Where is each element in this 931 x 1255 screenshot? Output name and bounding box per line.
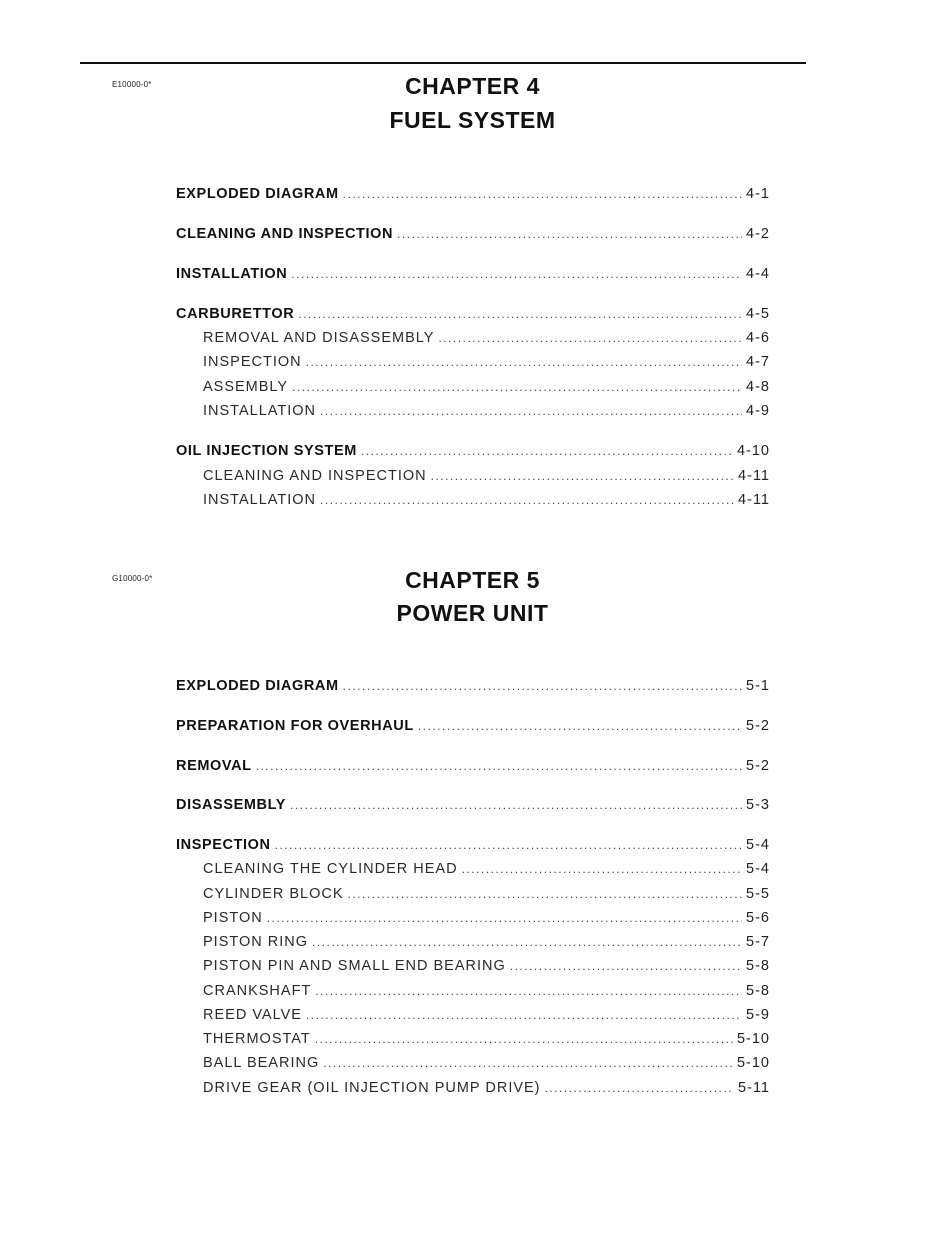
- toc-subentry[interactable]: [176, 1053, 770, 1073]
- toc-subentry[interactable]: [176, 328, 770, 348]
- chapter-title: CHAPTER 4: [405, 73, 540, 99]
- toc-entry-label: CYLINDER BLOCK: [203, 886, 344, 902]
- toc-entry-page: 5-1: [746, 678, 770, 694]
- toc-entry-label: INSTALLATION: [203, 492, 316, 508]
- toc-subentry[interactable]: [176, 884, 770, 904]
- toc-entry-page: 4-8: [746, 379, 770, 395]
- dot-leader: [315, 1029, 733, 1049]
- dot-leader: [438, 328, 742, 348]
- toc-entry-label: THERMOSTAT: [203, 1031, 311, 1047]
- toc-subentry[interactable]: [176, 377, 770, 397]
- dot-leader: [306, 1005, 742, 1025]
- toc-entry-page: 5-3: [746, 797, 770, 813]
- section-code: E10000-0*: [112, 80, 152, 89]
- toc-entry-page: 5-4: [746, 861, 770, 877]
- dot-leader: [298, 304, 742, 324]
- toc-subentry[interactable]: [176, 466, 770, 486]
- toc-subentry[interactable]: [176, 981, 770, 1001]
- toc-entry-label: CLEANING AND INSPECTION: [203, 468, 427, 484]
- toc-entry-label: PREPARATION FOR OVERHAUL: [176, 718, 414, 734]
- toc-entry-page: 4-11: [738, 468, 770, 484]
- toc-subentry[interactable]: [176, 932, 770, 952]
- dot-leader: [397, 224, 742, 244]
- dot-leader: [343, 676, 742, 696]
- toc-entry-label: EXPLODED DIAGRAM: [176, 186, 339, 202]
- toc-entry-page: 5-4: [746, 837, 770, 853]
- dot-leader: [418, 716, 742, 736]
- toc-entry-page: 4-6: [746, 330, 770, 346]
- dot-leader: [545, 1078, 735, 1098]
- toc-subentry[interactable]: [176, 490, 770, 510]
- dot-leader: [290, 795, 742, 815]
- toc-entry-label: REED VALVE: [203, 1007, 302, 1023]
- dot-leader: [256, 756, 742, 776]
- toc-entry-label: CRANKSHAFT: [203, 983, 312, 999]
- dot-leader: [267, 908, 742, 928]
- toc-entry-page: 5-6: [746, 910, 770, 926]
- toc-entry-label: REMOVAL AND DISASSEMBLY: [203, 330, 435, 346]
- toc-entry-label: CLEANING THE CYLINDER HEAD: [203, 861, 458, 877]
- toc-entry[interactable]: [176, 835, 770, 855]
- toc-entry-label: CLEANING AND INSPECTION: [176, 226, 394, 242]
- toc-entry-page: 4-7: [746, 354, 770, 370]
- toc-entry-page: 5-9: [746, 1007, 770, 1023]
- toc-entry[interactable]: [176, 441, 770, 461]
- toc-entry[interactable]: [176, 184, 770, 204]
- dot-leader: [275, 835, 742, 855]
- toc-subentry[interactable]: [176, 956, 770, 976]
- toc-entry-page: 4-10: [736, 443, 770, 459]
- toc-subentry[interactable]: [176, 1005, 770, 1025]
- top-rule-divider: [80, 62, 806, 64]
- toc-entry[interactable]: [176, 676, 770, 696]
- dot-leader: [348, 884, 743, 904]
- toc-entry-label: DISASSEMBLY: [176, 797, 287, 813]
- toc-entry-page: 5-8: [746, 958, 770, 974]
- dot-leader: [343, 184, 742, 204]
- toc-entry-label: OIL INJECTION SYSTEM: [176, 443, 357, 459]
- dot-leader: [312, 932, 742, 952]
- toc-entry-page: 4-2: [746, 226, 770, 242]
- chapter-subtitle: FUEL SYSTEM: [389, 107, 556, 133]
- dot-leader: [320, 490, 734, 510]
- toc-entry-label: EXPLODED DIAGRAM: [176, 678, 339, 694]
- toc-subentry[interactable]: [176, 859, 770, 879]
- dot-leader: [361, 441, 733, 461]
- toc-entry-page: 5-2: [746, 718, 770, 734]
- toc-entry-label: REMOVAL: [176, 758, 252, 774]
- toc-entry-label: PISTON: [203, 910, 263, 926]
- toc-entry-label: BALL BEARING: [203, 1055, 320, 1071]
- toc-entry-page: 4-5: [746, 306, 770, 322]
- toc-subentry[interactable]: [176, 1029, 770, 1049]
- dot-leader: [462, 859, 742, 879]
- toc-entry-page: 5-10: [736, 1055, 770, 1071]
- dot-leader: [323, 1053, 733, 1073]
- toc-entry-page: 5-11: [738, 1080, 770, 1096]
- toc-entry[interactable]: [176, 716, 770, 736]
- toc-entry-page: 4-11: [738, 492, 770, 508]
- toc-entry-page: 5-7: [746, 934, 770, 950]
- toc-entry[interactable]: [176, 756, 770, 776]
- dot-leader: [431, 466, 734, 486]
- toc-entry[interactable]: [176, 224, 770, 244]
- toc-entry-label: ASSEMBLY: [203, 379, 289, 395]
- toc-entry[interactable]: [176, 795, 770, 815]
- dot-leader: [315, 981, 742, 1001]
- toc-subentry[interactable]: [176, 908, 770, 928]
- toc-entry-label: PISTON PIN AND SMALL END BEARING: [203, 958, 506, 974]
- toc-entry-label: INSTALLATION: [203, 403, 316, 419]
- toc-subentry[interactable]: [176, 352, 770, 372]
- dot-leader: [292, 377, 742, 397]
- toc-entry-label: INSPECTION: [176, 837, 271, 853]
- toc-entry-page: 4-1: [746, 186, 770, 202]
- dot-leader: [510, 956, 742, 976]
- dot-leader: [306, 352, 742, 372]
- toc-entry-label: DRIVE GEAR (OIL INJECTION PUMP DRIVE): [203, 1080, 541, 1096]
- toc-entry-label: CARBURETTOR: [176, 306, 295, 322]
- toc-entry-page: 5-5: [746, 886, 770, 902]
- toc-entry-page: 5-8: [746, 983, 770, 999]
- toc-entry-page: 5-10: [736, 1031, 770, 1047]
- chapter-subtitle: POWER UNIT: [396, 600, 549, 626]
- toc-entry-label: PISTON RING: [203, 934, 308, 950]
- toc-entry-page: 4-9: [746, 403, 770, 419]
- toc-entry-page: 5-2: [746, 758, 770, 774]
- dot-leader: [320, 401, 742, 421]
- dot-leader: [291, 264, 742, 284]
- section-code: G10000-0*: [112, 574, 153, 583]
- toc-entry[interactable]: [176, 304, 770, 324]
- toc-subentry[interactable]: [176, 1078, 770, 1098]
- toc-entry-label: INSPECTION: [203, 354, 302, 370]
- toc-entry-page: 4-4: [746, 266, 770, 282]
- toc-subentry[interactable]: [176, 401, 770, 421]
- chapter-title: CHAPTER 5: [405, 567, 540, 593]
- toc-entry[interactable]: [176, 264, 770, 284]
- toc-entry-label: INSTALLATION: [176, 266, 288, 282]
